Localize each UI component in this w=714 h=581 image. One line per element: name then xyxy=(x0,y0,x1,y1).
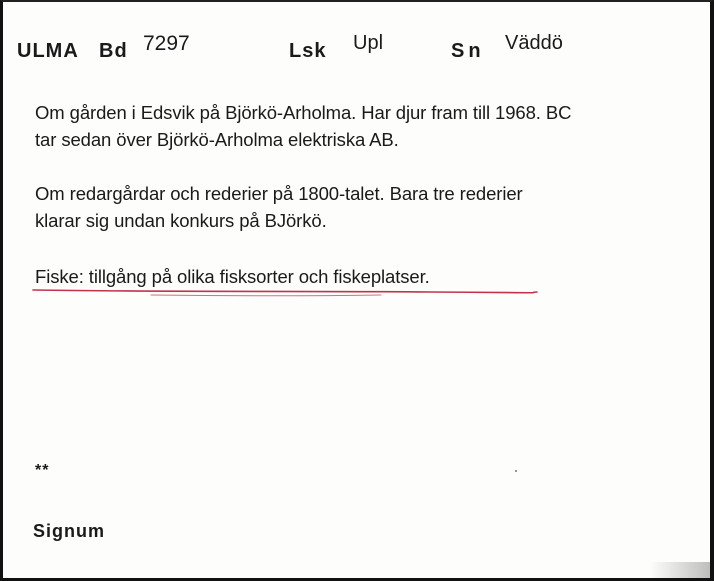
paragraph-shipping xyxy=(35,180,707,234)
archive-label: ULMA xyxy=(17,40,79,62)
paragraph-line: Fiske: tillgång på olika fisksorter och fiskeplatser. xyxy=(35,266,430,287)
footnote-marker: ** xyxy=(35,462,50,479)
underline-tail-stroke xyxy=(151,295,381,296)
handwritten-underline xyxy=(31,282,541,304)
lsk-label: Lsk xyxy=(289,40,327,62)
lsk-value: Upl xyxy=(353,32,384,54)
card-header xyxy=(17,30,700,66)
ink-speck xyxy=(515,470,517,472)
paragraph-line: klarar sig undan konkurs på BJörkö. xyxy=(35,210,327,231)
paragraph-line: Om gården i Edsvik på Björkö-Arholma. Har djur fram till 1968. BC xyxy=(35,102,572,123)
underline-stroke xyxy=(33,290,537,293)
paragraph-line: tar sedan över Björkö-Arholma elektriska AB. xyxy=(35,129,399,150)
paragraph-farm xyxy=(35,99,707,153)
sn-label: Sn xyxy=(451,40,485,62)
paragraph-line: Om redargårdar och rederier på 1800-talet. Bara tre rederier xyxy=(35,183,523,204)
bd-label: Bd xyxy=(99,40,128,62)
bd-value: 7297 xyxy=(143,32,190,55)
scan-edge-shadow xyxy=(650,562,710,578)
sn-value: Väddö xyxy=(505,32,563,54)
signum-label: Signum xyxy=(33,521,105,541)
